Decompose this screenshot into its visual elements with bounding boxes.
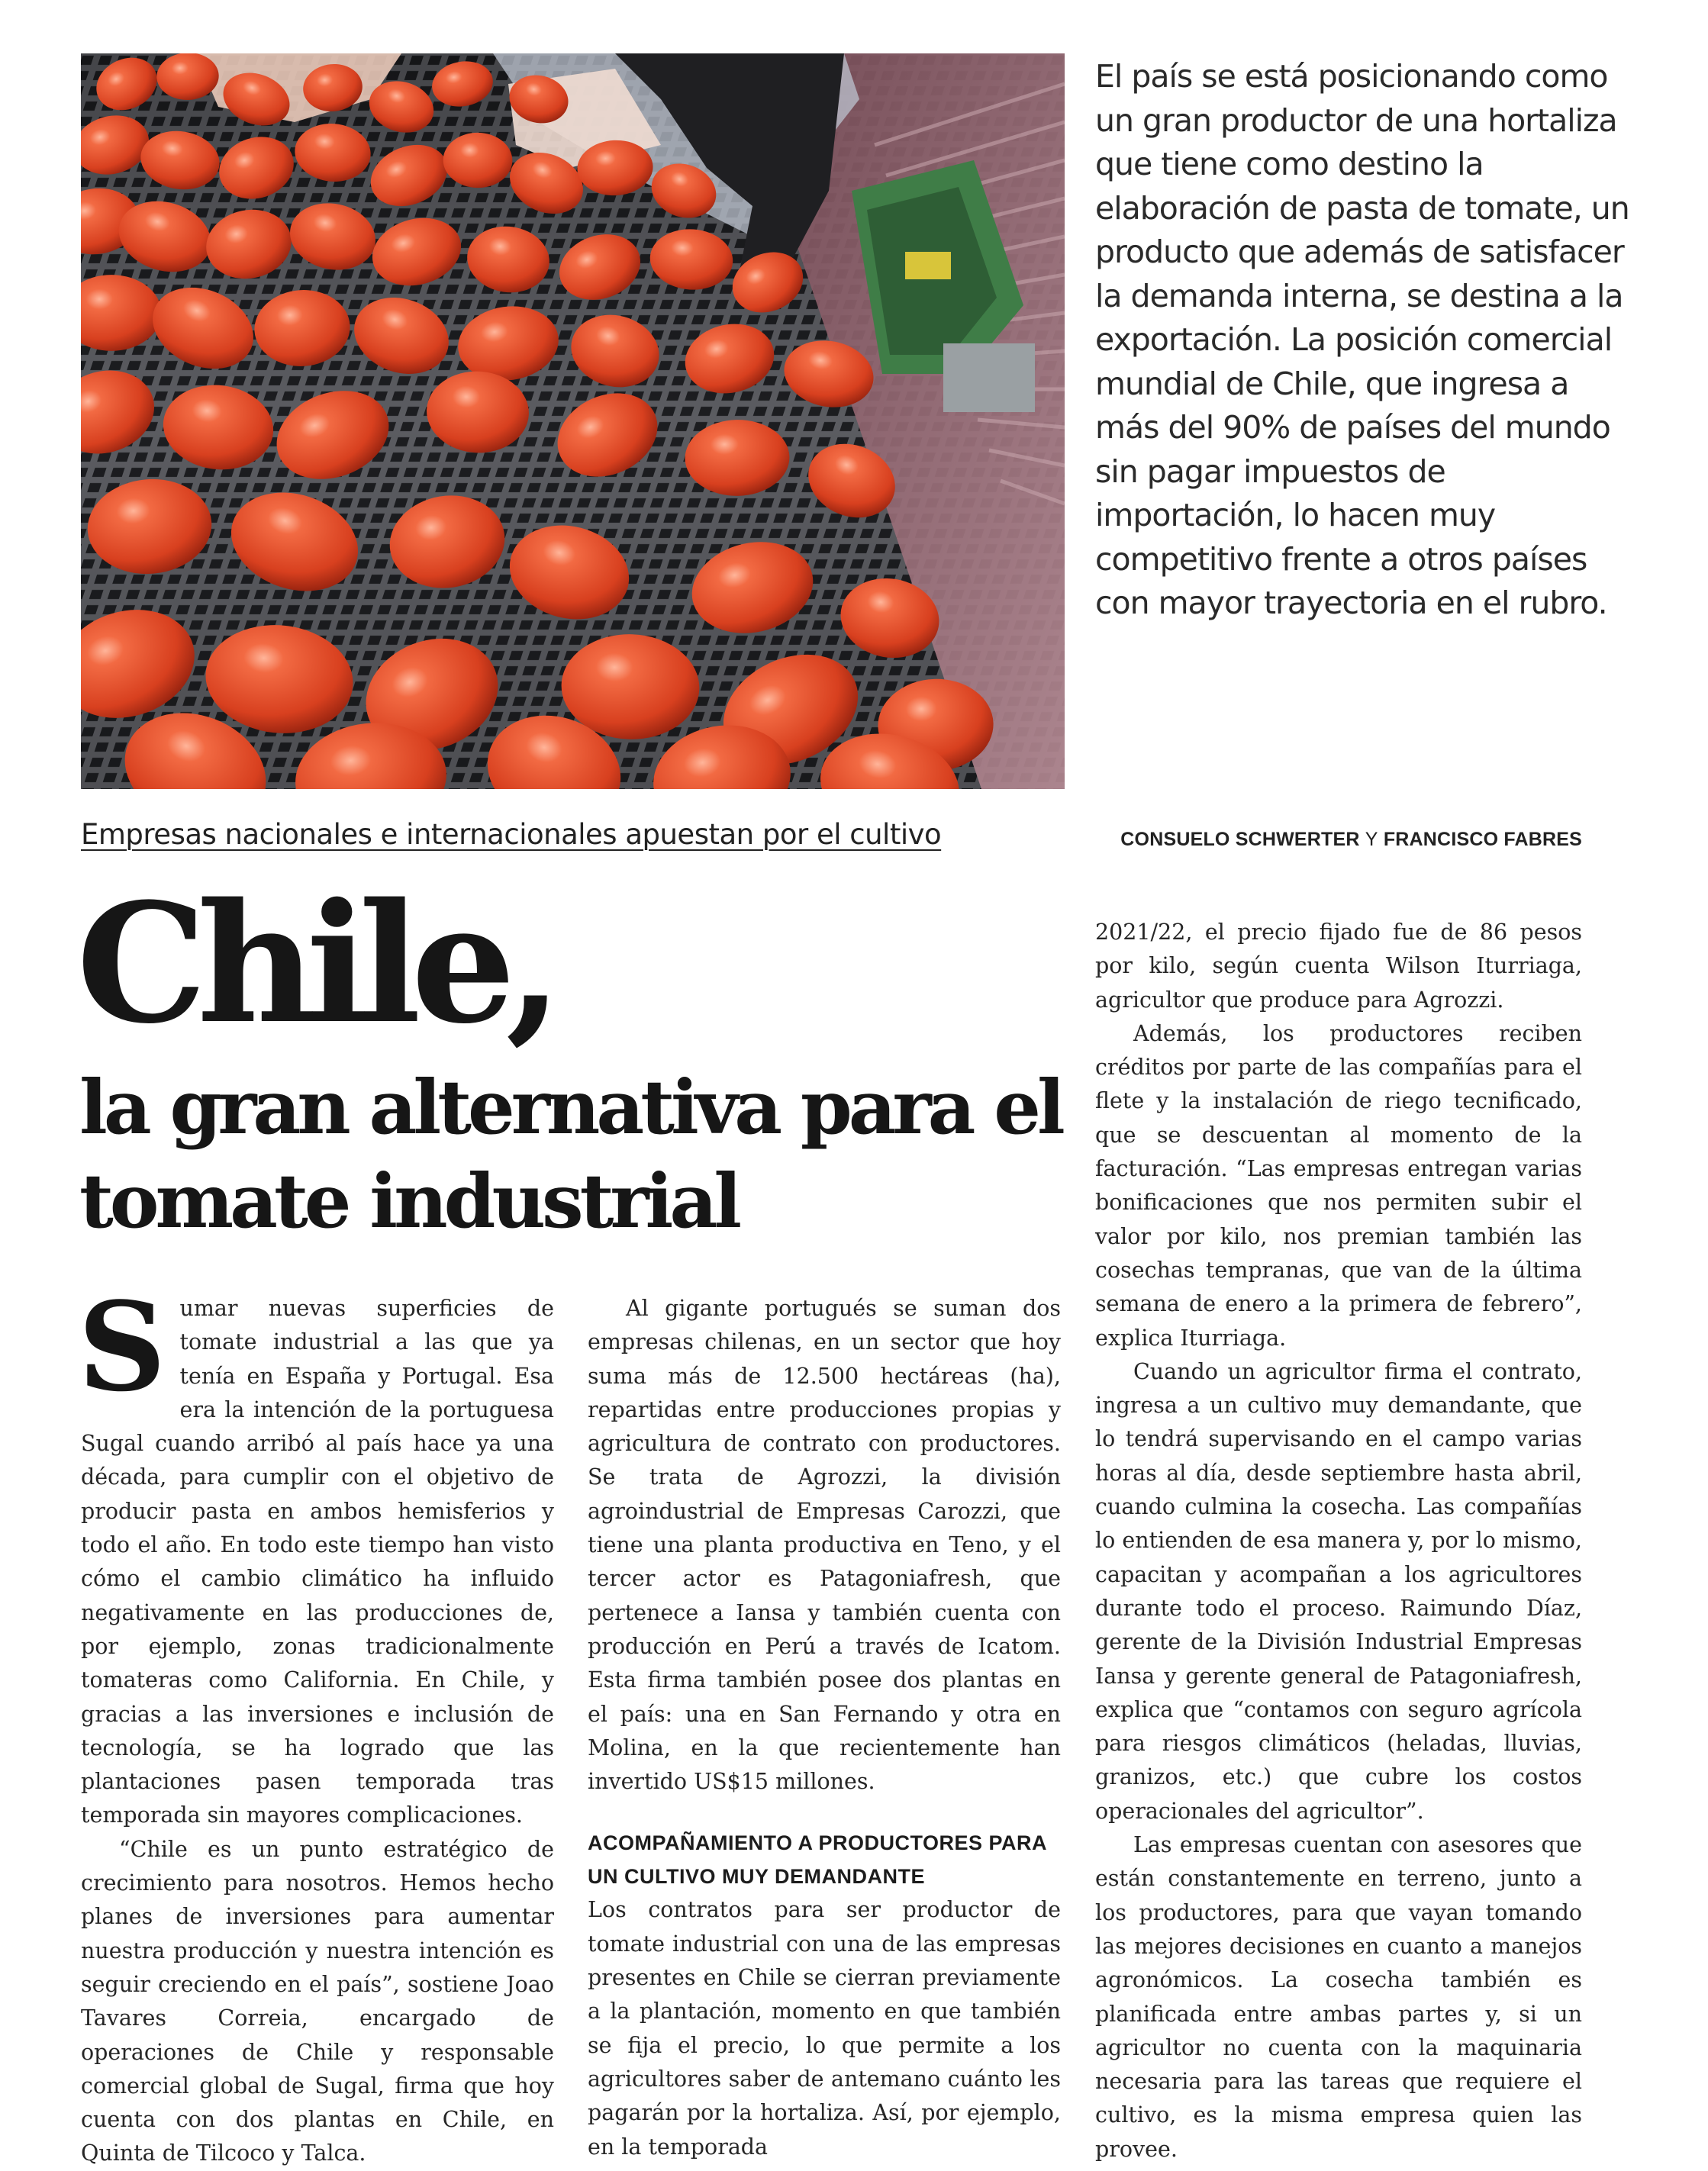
- body-paragraph: Al gigante portugués se suman dos empresas chilenas, en un sector que hoy suma más de 12.500 hectáreas (ha), repartidas entre producciones propias y agricultura de contrato con productores. Se trata de Agrozzi, la división agroindustrial de Empresas Carozzi, que tiene una planta productiva en Teno, y el tercer actor es Patagoniafresh, que pertenece a Iansa y también cuenta con producción en Perú a través de Icatom. Esta firma también posee dos plantas en el país: una en San Fernando y otra en Molina, en la que recientemente han invertido US$15 millones.: [588, 1296, 1061, 1795]
- body-paragraph: Las empresas cuentan con asesores que están constantemente en terreno, junto a los productores, para que vayan tomando las mejores decisiones en cuanto a manejos agronómicos. La cosecha también es planificada entre ambas partes y, si un agricultor no cuenta con la maquinaria necesaria para las tareas que requiere el cultivo, es la misma empresa quien las provee.: [1095, 1832, 1582, 2162]
- body-column-2: [588, 1292, 1061, 2164]
- lead-paragraph: El país se está posicionando como un gran productor de una hortaliza que tiene como destino la elaboración de pasta de tomate, un producto que además de satisfacer la demanda interna, se destina a la exportación. La posición comercial mundial de Chile, que ingresa a más del 90% de países del mundo sin pagar impuestos de importación, lo hacen muy competitivo frente a otros países con mayor trayectoria en el rubro.: [1095, 58, 1629, 621]
- body-column-3: [1095, 916, 1582, 2166]
- body-column-1: [78, 1275, 554, 2171]
- body-paragraph: “Chile es un punto estratégico de crecimiento para nosotros. Hemos hecho planes de inversiones para aumentar nuestra producción y nuestra intención es seguir creciendo en el país”, sostiene Joao Tavares Correia, encargado de operaciones de Chile y responsable comercial global de Sugal, firma que hoy cuenta con dos plantas en Chile, en Quinta de Tilcoco y Talca.: [81, 1836, 554, 2166]
- section-subhead: ACOMPAÑAMIENTO A PRODUCTORES PARA UN CULTIVO MUY DEMANDANTE: [588, 1831, 1047, 1889]
- body-paragraph: [78, 1275, 554, 1833]
- body-paragraph: 2021/22, el precio fijado fue de 86 pesos por kilo, según cuenta Wilson Iturriaga, agricultor que produce para Agrozzi.: [1095, 920, 1582, 1013]
- body-text: umar nuevas superficies de tomate industrial a las que ya tenía en España y Portugal. Esa era la intención de la portuguesa Sugal cuando arribó al país hace ya una década, para cumplir con el objetivo de producir pasta en ambos hemisferios y todo el año. En todo este tiempo han visto cómo el cambio climático ha influido negativamente en las producciones de, por ejemplo, zonas tradicionalmente tomateras como California. En Chile, y gracias a las inversiones e inclusión de tecnología, se ha logrado que las plantaciones pasen temporada tras temporada sin mayores complicaciones.: [81, 1296, 554, 1828]
- headline-sub: la gran alternativa para el tomate industrial: [79, 1064, 1062, 1245]
- body-paragraph: Además, los productores reciben créditos por parte de las compañías para el flete y la instalación de riego tecnificado, que se descuentan al momento de la facturación. “Las empresas entregan varias bonificaciones que nos permiten subir el valor por kilo, nos premian también las cosechas tempranas, que van de la última semana de enero a la primera de febrero”, explica Iturriaga.: [1095, 1020, 1582, 1351]
- dropcap: S: [78, 1275, 166, 1419]
- byline-author-1: CONSUELO SCHWERTER: [1120, 829, 1360, 850]
- byline-author-2: FRANCISCO FABRES: [1383, 829, 1582, 850]
- kicker-line: Empresas nacionales e internacionales apuestan por el cultivo: [81, 818, 942, 851]
- byline-connector: Y: [1365, 829, 1378, 850]
- byline: [1120, 829, 1582, 851]
- body-paragraph: Los contratos para ser productor de tomate industrial con una de las empresas presentes en Chile se cierran previamente a la plantación, momento en que también se fija el precio, lo que permite a los agricultores saber de antemano cuánto les pagarán por la hortaliza. Así, por ejemplo, en la temporada: [588, 1897, 1061, 2160]
- headline-main: Chile,: [76, 867, 553, 1060]
- body-paragraph: Cuando un agricultor firma el contrato, ingresa a un cultivo muy demandante, que lo tendrá supervisando en el campo varias horas al día, desde septiembre hasta abril, cuando culmina la cosecha. Las compañías lo entienden de esa manera y, por lo mismo, capacitan y acompañan a los agricultores durante todo el proceso. Raimundo Díaz, gerente de la División Industrial Empresas Iansa y gerente general de Patagoniafresh, explica que “contamos con seguro agrícola para riesgos climáticos (heladas, lluvias, granizos, etc.) que cubre los costos operacionales del agricultor”.: [1095, 1358, 1582, 1824]
- tomatoes-conveyor-photo: [81, 53, 1065, 789]
